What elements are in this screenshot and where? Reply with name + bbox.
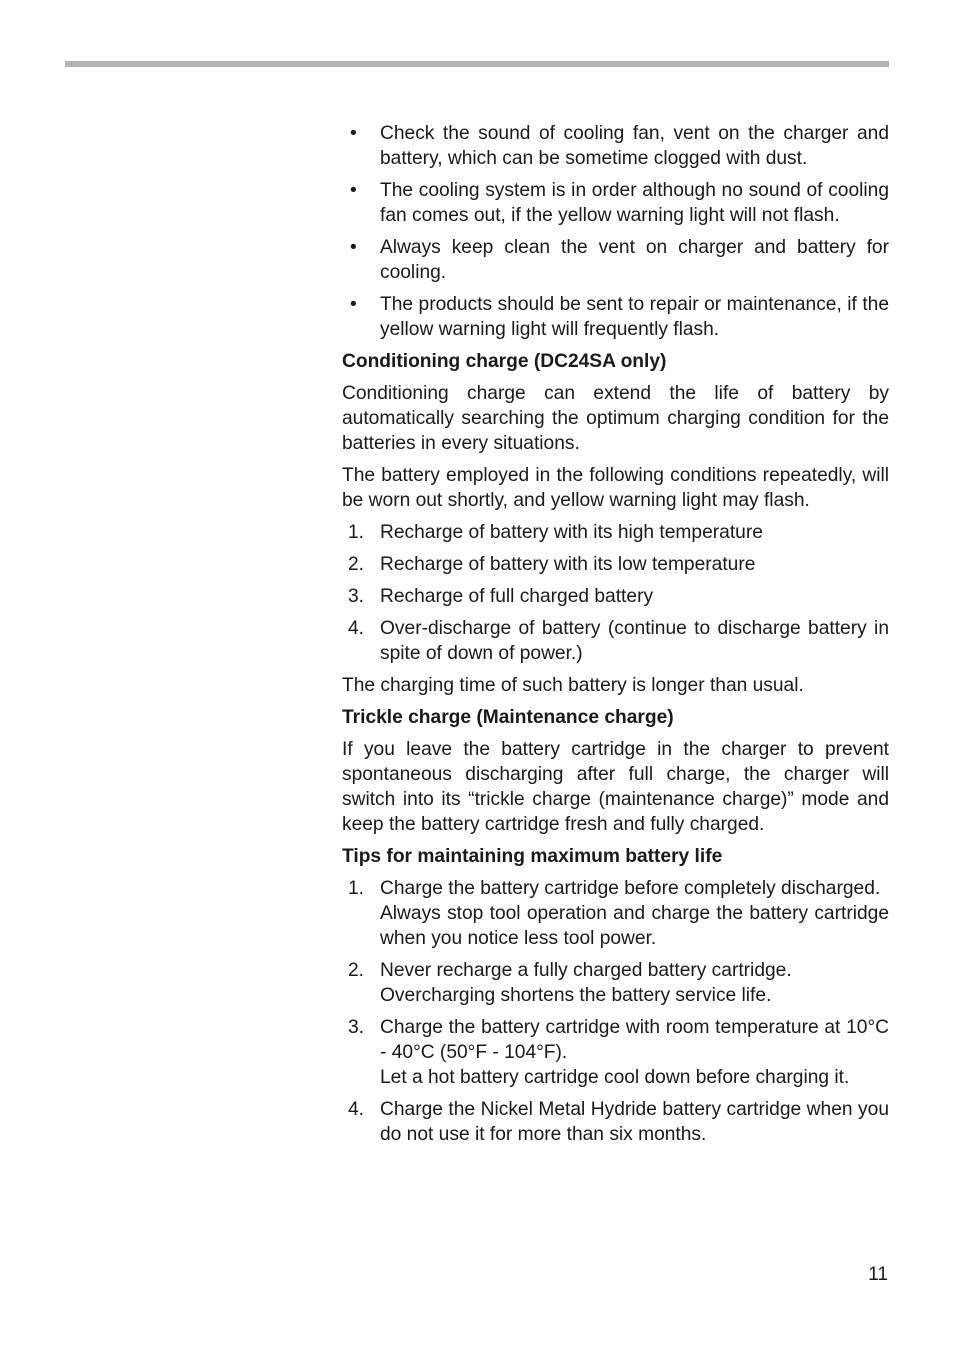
- list-item: [342, 520, 889, 545]
- tips-heading: Tips for maintaining maximum battery life: [342, 846, 723, 867]
- list-number: 3.: [348, 1017, 365, 1038]
- bullet-symbol: •: [350, 294, 357, 315]
- tip-line: Charge the battery cartridge with room temperature at 10°C - 40°C (50°F - 104°F).: [380, 1017, 889, 1063]
- tips-list: [342, 876, 889, 1147]
- list-item: [342, 958, 889, 1008]
- list-text: Recharge of full charged battery: [380, 586, 654, 607]
- tip-line: Charge the battery cartridge before completely discharged.: [380, 878, 881, 899]
- bullet-text: Check the sound of cooling fan, vent on the charger and battery, which can be sometime clogged with dust.: [380, 123, 889, 169]
- list-number: 4.: [348, 1099, 365, 1120]
- list-item: [342, 584, 889, 609]
- cooling-bullet-list: [342, 121, 889, 342]
- header-rule: [65, 61, 889, 67]
- trickle-paragraph: If you leave the battery cartridge in the charger to prevent spontaneous discharging after full charge, the charger will switch into its “trickle charge (maintenance charge)” mode and keep the battery cartridge fresh and fully charged.: [342, 739, 889, 835]
- conditioning-list: [342, 520, 889, 666]
- list-text: Recharge of battery with its high temperature: [380, 522, 763, 543]
- tip-line: Never recharge a fully charged battery cartridge.: [380, 960, 792, 981]
- list-number: 1.: [348, 522, 365, 543]
- list-text: Over-discharge of battery (continue to discharge battery in spite of down of power.): [380, 618, 889, 664]
- list-number: 1.: [348, 878, 365, 899]
- manual-content: [342, 121, 889, 1154]
- list-text: Recharge of battery with its low temperature: [380, 554, 756, 575]
- conditioning-paragraph-1: Conditioning charge can extend the life of battery by automatically searching the optimum charging condition for the batteries in every situations.: [342, 383, 889, 454]
- tip-line: Always stop tool operation and charge the battery cartridge when you notice less tool power.: [380, 903, 889, 949]
- tip-line: Let a hot battery cartridge cool down before charging it.: [380, 1067, 850, 1088]
- tip-line: Overcharging shortens the battery service life.: [380, 985, 772, 1006]
- conditioning-heading: Conditioning charge (DC24SA only): [342, 351, 667, 372]
- conditioning-closing: The charging time of such battery is longer than usual.: [342, 675, 804, 696]
- bullet-text: Always keep clean the vent on charger and battery for cooling.: [380, 237, 889, 283]
- trickle-heading: Trickle charge (Maintenance charge): [342, 707, 674, 728]
- list-item: [342, 616, 889, 666]
- bullet-item: [342, 178, 889, 228]
- list-item: [342, 1015, 889, 1090]
- conditioning-paragraph-2: The battery employed in the following conditions repeatedly, will be worn out shortly, and yellow warning light may flash.: [342, 465, 889, 511]
- list-number: 2.: [348, 960, 365, 981]
- tip-line: Charge the Nickel Metal Hydride battery cartridge when you do not use it for more than six months.: [380, 1099, 889, 1145]
- bullet-symbol: •: [350, 237, 357, 258]
- list-item: [342, 552, 889, 577]
- bullet-item: [342, 292, 889, 342]
- list-number: 4.: [348, 618, 365, 639]
- bullet-symbol: •: [350, 180, 357, 201]
- bullet-symbol: •: [350, 123, 357, 144]
- page-number: 11: [868, 1264, 888, 1285]
- list-number: 2.: [348, 554, 365, 575]
- bullet-text: The products should be sent to repair or maintenance, if the yellow warning light will frequently flash.: [380, 294, 889, 340]
- bullet-item: [342, 121, 889, 171]
- bullet-item: [342, 235, 889, 285]
- list-item: [342, 876, 889, 951]
- bullet-text: The cooling system is in order although no sound of cooling fan comes out, if the yellow warning light will not flash.: [380, 180, 889, 226]
- list-number: 3.: [348, 586, 365, 607]
- list-item: [342, 1097, 889, 1147]
